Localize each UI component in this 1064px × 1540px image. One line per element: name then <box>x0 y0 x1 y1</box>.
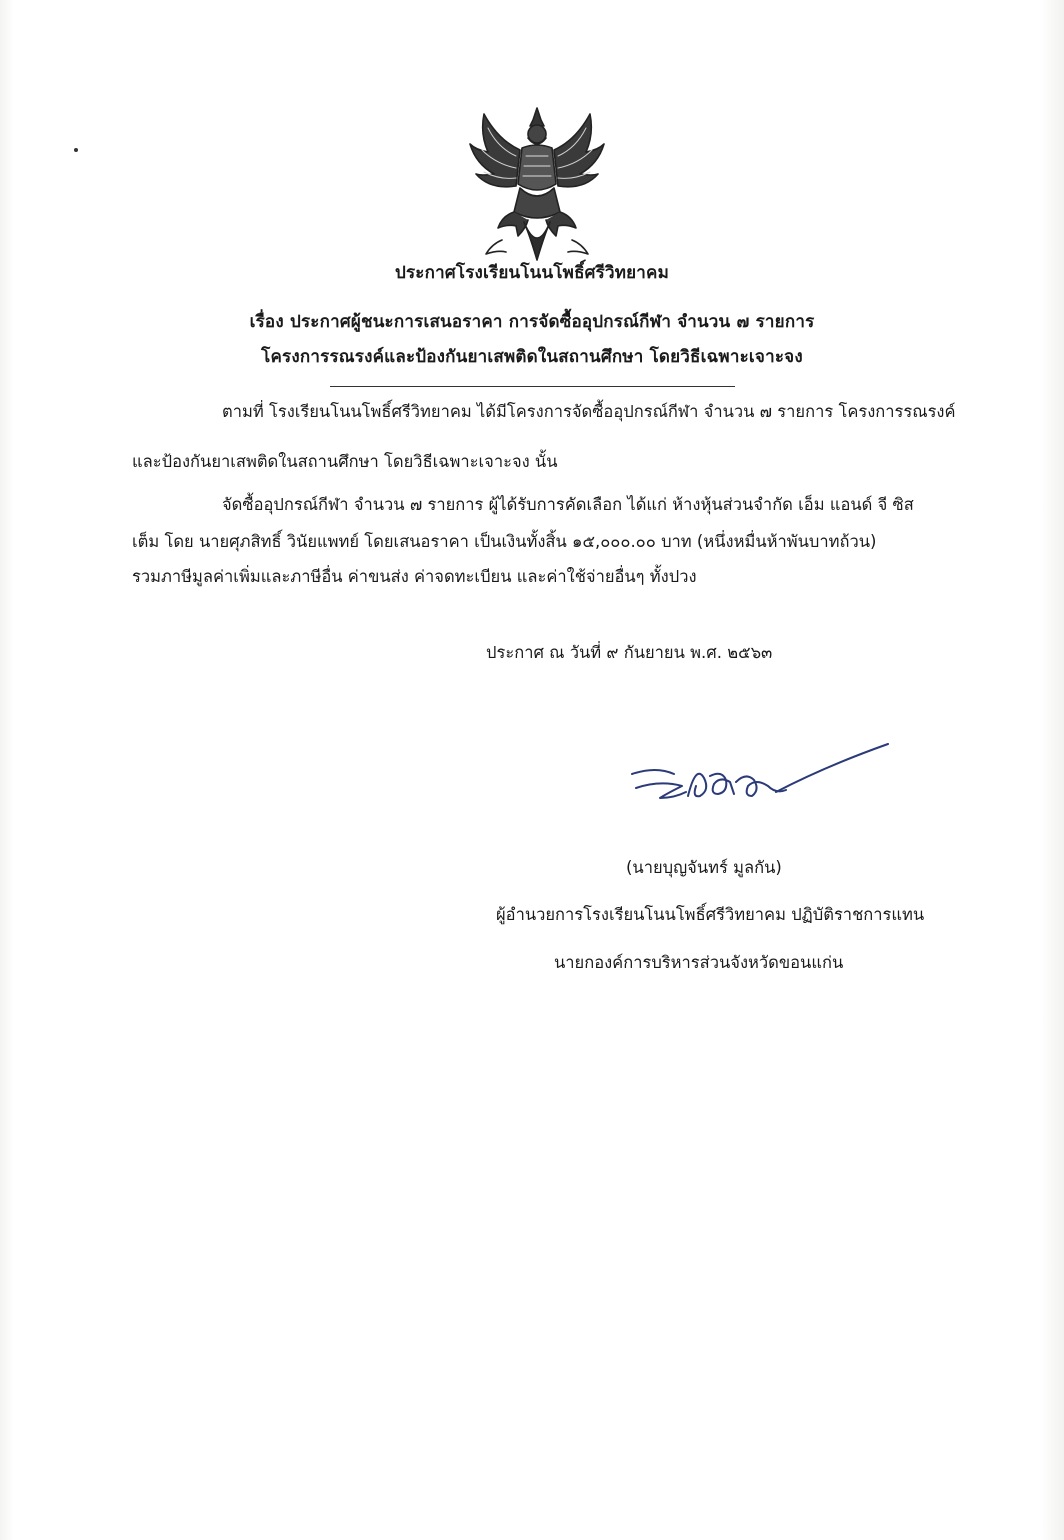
scan-speck <box>74 148 78 152</box>
announcement-project: โครงการรณรงค์และป้องกันยาเสพติดในสถานศึกษา โดยวิธีเฉพาะเจาะจง <box>261 347 803 367</box>
title-divider <box>330 386 735 387</box>
signatory-name: (นายบุญจันทร์ มูลกัน) <box>626 858 782 877</box>
body-paragraph-1-line-1: ตามที่ โรงเรียนโนนโพธิ์ศรีวิทยาคม ได้มีโครงการจัดซื้ออุปกรณ์กีฬา จำนวน ๗ รายการ โครงการรณรงค์ <box>222 402 956 421</box>
signatory-position-line-2: นายกองค์การบริหารส่วนจังหวัดขอนแก่น <box>554 953 844 972</box>
body-paragraph-2-line-3: รวมภาษีมูลค่าเพิ่มและภาษีอื่น ค่าขนส่ง ค่าจดทะเบียน และค่าใช้จ่ายอื่นๆ ทั้งปวง <box>132 567 697 586</box>
garuda-emblem-icon <box>462 104 612 264</box>
body-paragraph-2-line-2: เต็ม โดย นายศุภสิทธิ์ วินัยแพทย์ โดยเสนอราคา เป็นเงินทั้งสิ้น ๑๕,๐๐๐.๐๐ บาท (หนึ่งหมื่นห้าพันบาทถ้วน) <box>132 532 877 551</box>
announcement-subject: เรื่อง ประกาศผู้ชนะการเสนอราคา การจัดซื้ออุปกรณ์กีฬา จำนวน ๗ รายการ <box>249 312 815 332</box>
signatory-position-line-1: ผู้อำนวยการโรงเรียนโนนโพธิ์ศรีวิทยาคม ปฏิบัติราชการแทน <box>496 905 925 924</box>
announcement-date: ประกาศ ณ วันที่ ๙ กันยายน พ.ศ. ๒๕๖๓ <box>486 643 773 662</box>
body-paragraph-1-line-2: และป้องกันยาเสพติดในสถานศึกษา โดยวิธีเฉพาะเจาะจง นั้น <box>132 452 558 471</box>
handwritten-signature-icon <box>626 736 896 812</box>
announcement-title: ประกาศโรงเรียนโนนโพธิ์ศรีวิทยาคม <box>394 263 669 283</box>
body-paragraph-2-line-1: จัดซื้ออุปกรณ์กีฬา จำนวน ๗ รายการ ผู้ได้รับการคัดเลือก ได้แก่ ห้างหุ้นส่วนจำกัด เอ็ม แอนด์ จี ซิส <box>222 495 914 514</box>
